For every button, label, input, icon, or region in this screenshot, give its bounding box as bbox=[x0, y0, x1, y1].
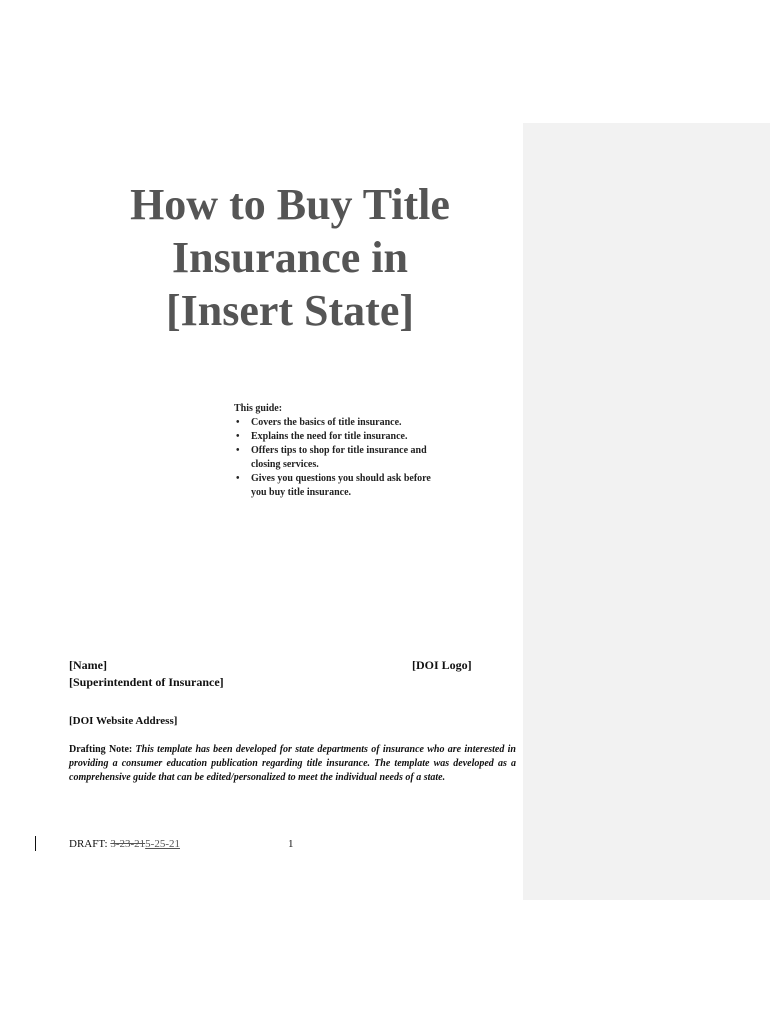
signature-block bbox=[69, 657, 224, 691]
guide-item: • Gives you questions you should ask before you buy title insurance. bbox=[234, 472, 444, 500]
title-line-1: How to Buy Title bbox=[130, 180, 450, 229]
superintendent-role: [Superintendent of Insurance] bbox=[69, 675, 224, 689]
title-line-3: [Insert State] bbox=[165, 286, 415, 335]
drafting-note bbox=[69, 743, 516, 785]
superintendent-name: [Name] bbox=[69, 658, 107, 672]
guide-item: • Offers tips to shop for title insurance and closing services. bbox=[234, 444, 444, 472]
drafting-note-text: This template has been developed for state departments of insurance who are interested in providing a consumer education publication regarding title insurance. The template was developed as a comprehensive guide that can be edited/personalized to meet the individual needs of a state. bbox=[69, 744, 516, 783]
footer-draft bbox=[69, 838, 180, 850]
comment-pane bbox=[523, 123, 770, 900]
deleted-date: 3-23-21 bbox=[110, 838, 146, 850]
guide-heading: This guide: bbox=[234, 403, 283, 414]
revision-change-bar bbox=[35, 836, 36, 851]
doi-logo-placeholder: [DOI Logo] bbox=[412, 658, 472, 672]
drafting-note-label: Drafting Note: bbox=[69, 744, 136, 755]
doi-website-address: [DOI Website Address] bbox=[69, 715, 178, 727]
guide-item: • Covers the basics of title insurance. bbox=[234, 416, 444, 430]
inserted-date: 5-25-21 bbox=[145, 838, 180, 850]
draft-label: DRAFT: bbox=[69, 838, 111, 850]
guide-summary bbox=[234, 402, 444, 500]
document-title bbox=[60, 178, 520, 337]
page-number: 1 bbox=[288, 838, 294, 850]
guide-item: • Explains the need for title insurance. bbox=[234, 430, 444, 444]
title-line-2: Insurance in bbox=[172, 233, 408, 282]
guide-list bbox=[234, 416, 444, 500]
